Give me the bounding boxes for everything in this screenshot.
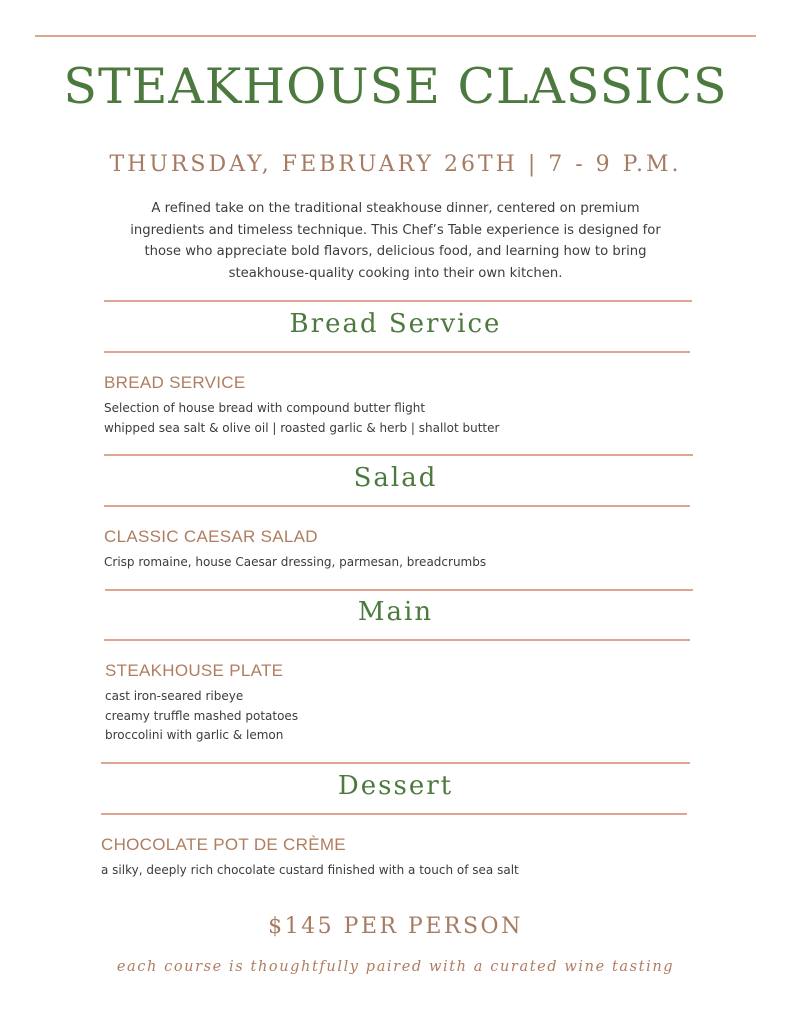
description-line: a silky, deeply rich chocolate custard finished with a touch of sea salt	[101, 863, 519, 877]
intro-line: A refined take on the traditional steakhouse dinner, centered on premium	[151, 201, 640, 216]
section-divider	[105, 589, 693, 591]
description-line: Crisp romaine, house Caesar dressing, parmesan, breadcrumbs	[104, 555, 487, 569]
description-line: Selection of house bread with compound butter flight	[104, 401, 426, 415]
section-divider	[101, 762, 690, 764]
intro-line: those who appreciate bold flavors, delicious food, and learning how to bring	[144, 244, 647, 259]
section-divider	[104, 351, 690, 353]
section-heading-dessert: Dessert	[337, 771, 454, 801]
description-line: broccolini with garlic & lemon	[105, 728, 284, 742]
menu-title: STEAKHOUSE CLASSICS	[63, 58, 728, 115]
price-per-person: $145 PER PERSON	[268, 914, 523, 939]
top-divider	[35, 35, 756, 37]
section-divider	[104, 505, 690, 507]
section-divider	[104, 454, 693, 456]
menu-item-caesar-salad: CLASSIC CAESAR SALAD	[104, 527, 318, 546]
intro-line: ingredients and timeless technique. This Chef’s Table experience is designed for	[130, 222, 661, 238]
section-heading-bread-service: Bread Service	[289, 309, 502, 339]
item-description	[101, 861, 519, 881]
menu-item-steakhouse-plate: STEAKHOUSE PLATE	[105, 661, 284, 680]
section-divider	[104, 639, 690, 641]
event-date-time: THURSDAY, FEBRUARY 26TH | 7 - 9 P.M.	[109, 152, 682, 177]
item-description	[105, 687, 298, 746]
description-line: creamy truffle mashed potatoes	[105, 708, 299, 723]
description-line: whipped sea salt & olive oil | roasted garlic & herb | shallot butter	[104, 420, 500, 435]
item-description	[104, 553, 486, 573]
wine-pairing-note: each course is thoughtfully paired with a curated wine tasting	[116, 959, 675, 975]
section-divider	[101, 813, 687, 815]
section-heading-main: Main	[357, 597, 434, 627]
section-divider	[104, 300, 692, 302]
intro-line: steakhouse-quality cooking into their own kitchen.	[228, 265, 563, 281]
intro-paragraph	[115, 198, 676, 284]
menu-item-pot-de-creme: CHOCOLATE POT DE CRÈME	[101, 835, 346, 854]
item-description	[104, 399, 499, 438]
menu-item-bread-service: BREAD SERVICE	[104, 373, 246, 392]
section-heading-salad: Salad	[353, 463, 438, 493]
description-line: cast iron-seared ribeye	[105, 689, 244, 703]
